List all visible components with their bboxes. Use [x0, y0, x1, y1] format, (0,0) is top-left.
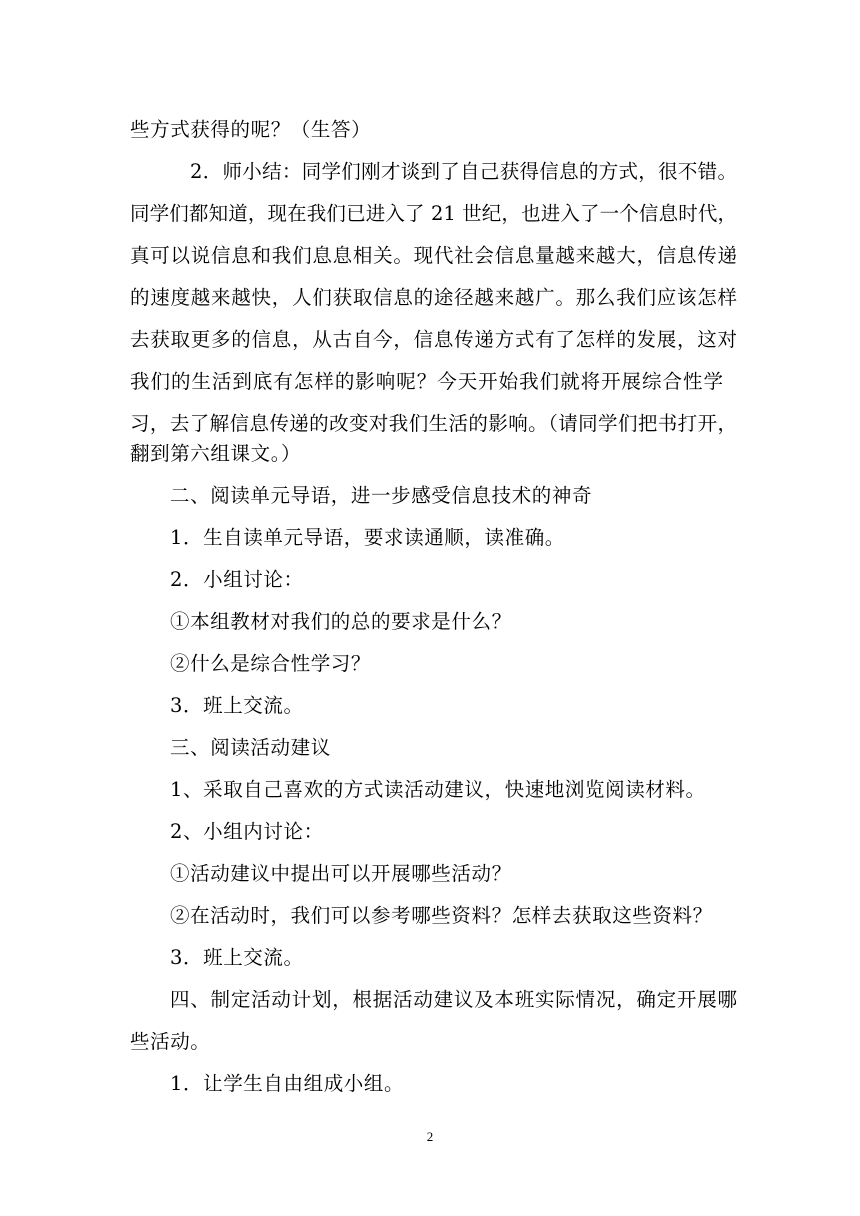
text-line: 2．小组讨论：	[170, 568, 304, 591]
text-line: 些方式获得的呢？（生答）	[130, 118, 372, 141]
text-line: 1、采取自己喜欢的方式读活动建议，快速地浏览阅读材料。	[170, 778, 706, 801]
text-line: 翻到第六组课文。）	[130, 442, 302, 465]
text-line: ②什么是综合性学习？	[170, 652, 372, 675]
text-line: ②在活动时，我们可以参考哪些资料？怎样去获取这些资料？	[170, 904, 713, 927]
text-line: 去获取更多的信息，从古自今，信息传递方式有了怎样的发展，这对	[130, 328, 737, 351]
text-line: 些活动。	[130, 1030, 211, 1053]
text-line: 真可以说信息和我们息息相关。现代社会信息量越来越大，信息传递	[130, 244, 737, 267]
text-line: ①本组教材对我们的总的要求是什么？	[170, 610, 512, 633]
section-heading: 四、制定活动计划，根据活动建议及本班实际情况，确定开展哪	[170, 988, 737, 1011]
text-line: 的速度越来越快，人们获取信息的途径越来越广。那么我们应该怎样	[130, 286, 737, 309]
text-line: 3．班上交流。	[170, 946, 304, 969]
text-line: 习，去了解信息传递的改变对我们生活的影响。（请同学们把书打开，	[130, 412, 737, 435]
section-heading: 二、阅读单元导语，进一步感受信息技术的神奇	[170, 484, 593, 507]
text-line: 2．师小结：同学们刚才谈到了自己获得信息的方式，很不错。	[190, 160, 737, 183]
text-line: 2、小组内讨论：	[170, 820, 324, 843]
text-line: ①活动建议中提出可以开展哪些活动？	[170, 862, 512, 885]
text-line: 3．班上交流。	[170, 694, 304, 717]
text-line: 1．让学生自由组成小组。	[170, 1072, 405, 1095]
text-line: 我们的生活到底有怎样的影响呢？今天开始我们就将开展综合性学	[130, 370, 723, 393]
text-line: 同学们都知道，现在我们已进入了 21 世纪，也进入了一个信息时代，	[130, 202, 737, 225]
page-number: 2	[426, 1129, 434, 1144]
text-line: 1．生自读单元导语，要求读通顺，读准确。	[170, 526, 565, 549]
section-heading: 三、阅读活动建议	[170, 736, 331, 759]
